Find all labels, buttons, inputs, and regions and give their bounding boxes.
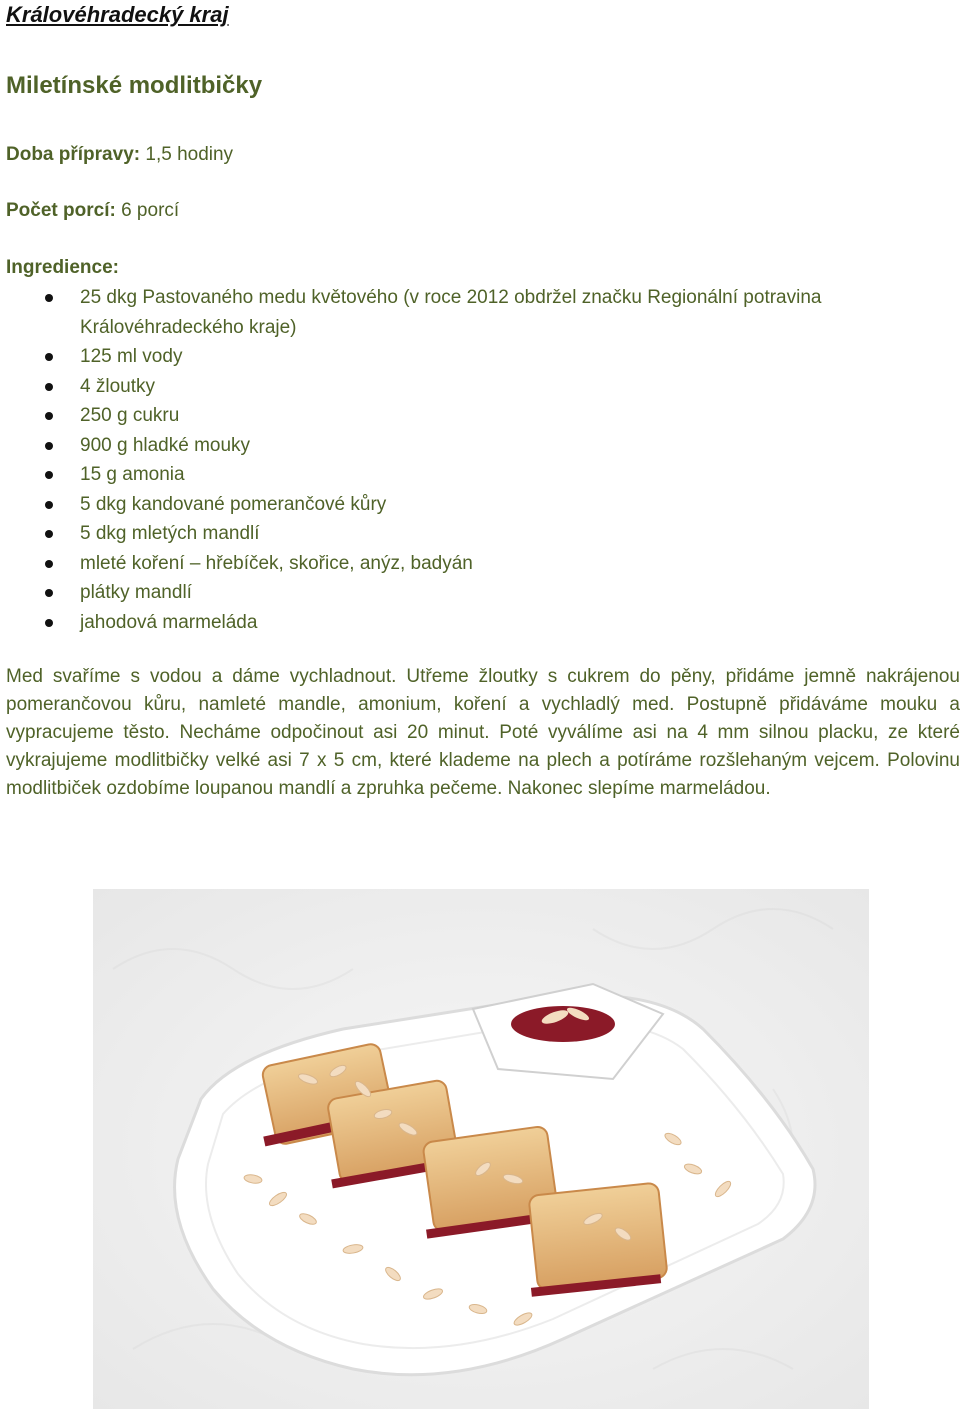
prep-time [6,142,233,168]
portions [6,198,179,224]
ingredient-item: 4 žloutky [0,372,930,402]
ingredient-item: mleté koření – hřebíček, skořice, anýz, badyán [0,549,930,579]
portions-label: Počet porcí: [6,200,116,221]
bullet-icon [45,501,53,509]
bullet-icon [45,383,53,391]
ingredient-item: 25 dkg Pastovaného medu květového (v roce 2012 obdržel značku Regionální potravina Královéhradeckého kraje) [0,283,930,342]
biscuit-4 [528,1182,667,1296]
bullet-icon [45,412,53,420]
food-photo [93,889,869,1409]
bullet-icon [45,560,53,568]
portions-value: 6 porcí [115,200,180,221]
prep-time-value: 1,5 hodiny [140,144,234,165]
ingredient-item: jahodová marmeláda [0,608,930,638]
recipe-title: Miletínské modlitbičky [6,72,263,99]
ingredient-item: 250 g cukru [0,401,930,431]
bullet-icon [45,294,53,302]
bullet-icon [45,530,53,538]
ingredients-label: Ingredience: [6,257,119,278]
prep-time-label: Doba přípravy: [6,144,141,165]
ingredient-item: 125 ml vody [0,342,930,372]
food-photo-illustration [93,889,869,1409]
bullet-icon [45,471,53,479]
ingredient-item: 900 g hladké mouky [0,431,930,461]
bullet-icon [45,619,53,627]
bullet-icon [45,442,53,450]
ingredient-item: 5 dkg kandované pomerančové kůry [0,490,930,520]
bullet-icon [45,353,53,361]
ingredient-item: 15 g amonia [0,460,930,490]
ingredient-item: 5 dkg mletých mandlí [0,519,930,549]
method-paragraph: Med svaříme s vodou a dáme vychladnout. Utřeme žloutky s cukrem do pěny, přidáme jemně nakrájenou pomerančovou kůru, namleté mandle, amonium, koření a vychladlý med. Postupně přidáváme mouku a vypracujeme těsto. Necháme odpočinout asi 20 minut. Poté vyválíme asi na 4 mm silnou placku, ze které vykrajujeme modlitbičky velké asi 7 x 5 cm, které klademe na plech a potíráme rozšlehaným vejcem. Polovinu modlitbiček ozdobíme loupanou mandlí a zpruhka pečeme. Nakonec slepíme marmeládou. [6,666,960,799]
ingredients-list [0,283,930,637]
bullet-icon [45,589,53,597]
region-heading: Královéhradecký kraj [6,2,229,27]
ingredient-item: plátky mandlí [0,578,930,608]
